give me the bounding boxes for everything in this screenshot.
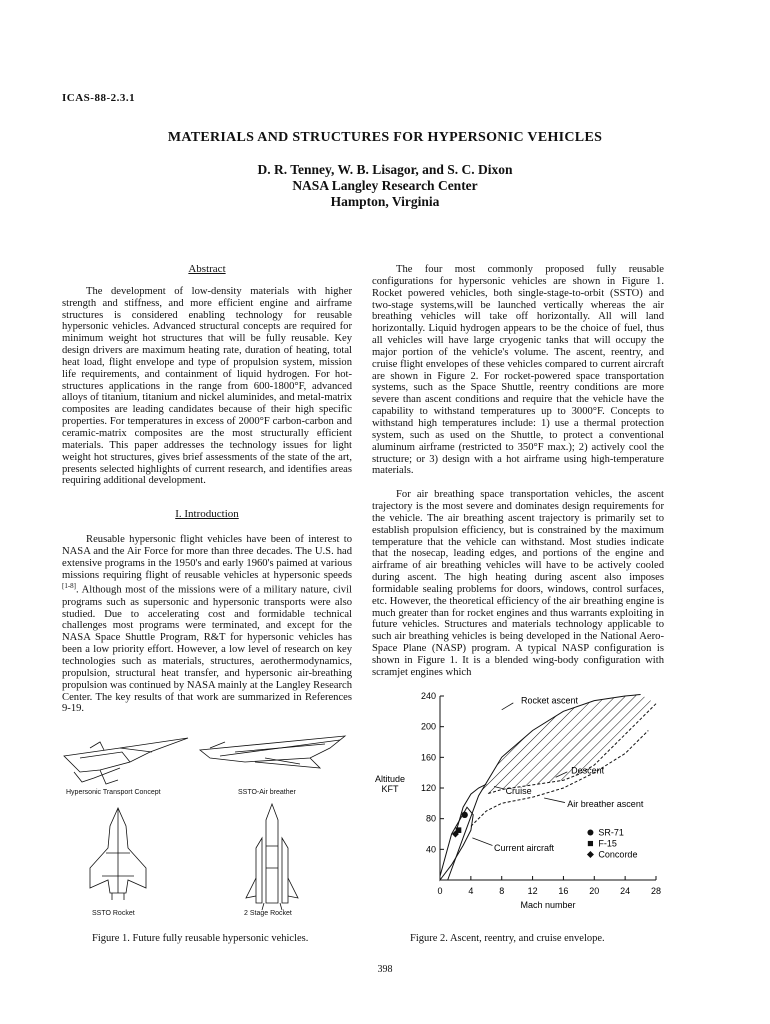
y-tick-label: 40	[425, 844, 436, 855]
ssto-rocket-drawing	[90, 808, 146, 900]
x-tick-label: 8	[499, 886, 505, 896]
y-tick-label: 120	[420, 783, 436, 793]
page-number: 398	[377, 964, 393, 975]
right-column	[372, 264, 664, 679]
x-tick-label: 28	[650, 886, 662, 896]
legend-marker-square	[588, 841, 593, 846]
figure-1-drawings	[60, 728, 360, 923]
x-tick-label: 24	[620, 886, 631, 896]
intro-text-b: . Although most of the missions were of a military nature, civil programs such as supersonic and hypersonic transports were also studied. Due to accelerating cost and formidable technical challenges most programs were terminated, and except for the NASA Space Shuttle Program, R&T for hypersonic vehicles has been a low priority effort. However, a low level of research on key technologies such as materials, structures, aerothermodynamics, propulsion, structural heat transfer, and hypersonic air-breathing propulsion was continued by NASA mainly at the Langley Research Center. The key results of that work are summarized in References 9-19.	[62, 584, 352, 715]
series-line-current-aircraft	[440, 807, 473, 880]
legend-marker-circle	[587, 830, 593, 836]
y-axis-label-line1: Altitude	[374, 773, 406, 784]
annotation-label: Descent	[571, 765, 605, 776]
intro-ref: [1-8]	[62, 582, 76, 591]
legend-label: SR-71	[598, 827, 624, 838]
y-tick-label: 80	[425, 813, 436, 824]
fig1-label-two-stage-rocket: 2 Stage Rocket	[244, 910, 292, 917]
intro-text-a: Reusable hypersonic flight vehicles have been of interest to NASA and the Air Force for more than three decades. The U.S. had extensive programs in the 1950's and early 1960's paimed at various missions requiring flight of reusable vehicles at hypersonic speeds	[62, 534, 352, 581]
two-stage-rocket-drawing	[246, 804, 298, 910]
paper-id: ICAS-88-2.3.1	[62, 92, 136, 104]
abstract-heading: Abstract	[188, 263, 226, 275]
author-affiliation: NASA Langley Research Center	[292, 178, 478, 193]
annotation-label: Air breather ascent	[567, 799, 644, 810]
figure-2-chart	[360, 684, 680, 924]
introduction-text	[62, 534, 352, 715]
legend-marker-diamond	[587, 851, 594, 858]
y-tick-label: 160	[420, 752, 436, 763]
left-column	[62, 264, 352, 715]
x-tick-label: 12	[527, 886, 538, 896]
ssto-air-breather-drawing	[200, 736, 345, 768]
fig1-label-ssto-air-breather: SSTO-Air breather	[238, 789, 296, 796]
x-tick-label: 0	[437, 886, 443, 896]
annotation-leader	[502, 703, 514, 710]
annotation-leader	[544, 798, 565, 803]
x-axis-label: Mach number	[520, 900, 576, 910]
annotation-label: Rocket ascent	[521, 695, 579, 706]
author-location: Hampton, Virginia	[330, 194, 440, 209]
x-tick-label: 20	[589, 886, 600, 896]
figure-1-caption: Figure 1. Future fully reusable hypersonic vehicles.	[92, 933, 309, 944]
figure-1	[60, 728, 360, 923]
fig1-label-ssto-rocket: SSTO Rocket	[92, 910, 135, 917]
x-tick-label: 16	[558, 886, 569, 896]
annotation-label: Cruise	[505, 786, 532, 797]
y-tick-label: 240	[420, 691, 436, 701]
x-tick-label: 4	[468, 886, 474, 896]
right-para-2: For air breathing space transportation vehicles, the ascent trajectory is the most severe and dominates design requirements for the vehicle. The air breathing ascent trajectory is primarily set to establish propulsion efficiency, but is constrained by the maximum temperature that the vehicle can withstand. Most studies indicate that the nosecap, leading edges, and portions of the engine and airframe of air breathing vehicles will have to be actively cooled during ascent. The high heating during ascent also imposes formidable sealing problems for doors, windows, control surfaces, etc. However, the theoretical efficiency of the air breathing engine is much greater than for rocket engines and thus warrants exploiting in future vehicles. Structures and materials technology applicable to such air breathing vehicles is being developed in the National Aero-Space Plane (NASP) program. A typical NASP configuration is shown in Figure 1. It is a blended wing-body configuration with scramjet engines which	[372, 489, 664, 678]
y-tick-label: 200	[420, 721, 436, 732]
legend-label: F-15	[598, 838, 617, 849]
paper-title: MATERIALS AND STRUCTURES FOR HYPERSONIC VEHICLES	[167, 130, 603, 145]
annotation-label: Current aircraft	[494, 842, 555, 853]
annotation-leader	[472, 838, 492, 846]
figure-2-caption: Figure 2. Ascent, reentry, and cruise envelope.	[410, 933, 605, 944]
legend-label: Concorde	[598, 849, 638, 860]
introduction-heading: I. Introduction	[175, 508, 239, 521]
y-axis-label-line2: KFT	[381, 783, 399, 794]
abstract-text: The development of low-density materials with higher strength and stiffness, and more efficient engine and airframe structures is considered enabling technology for reusable hypersonic vehicles. Advanced structural concepts are required for minimum weight hot structures that will be fully reusable. Key design drivers are maximum heating rate, duration of heating, total heat load, flight envelope and type of propulsion system, mission life requirements, and containment of liquid hydrogen. For hot-structures applications in the range from 600-1800°F, advanced alloys of titanium, titanium and nickel aluminides, and metal-matrix composites are leading candidates because of their high specific properties. For temperatures in excess of 2000°F carbon-carbon and ceramic-matrix composites are the most structurally efficient materials. This paper addresses the technology issues for light weight hot structures, gives brief assessments of the state of the art, presents selected highlights of current research, and identifies areas requiring additional development.	[62, 285, 352, 487]
right-para-1: The four most commonly proposed fully reusable configurations for hypersonic vehicles are shown in Figure 1. Rocket powered vehicles, both single-stage-to-orbit (SSTO) and two-stage systems,will be launched vertically whereas the air breathing vehicles will take off horizontally. All will land horizontally. Liquid hydrogen appears to be the choice of fuel, thus all vehicles will have large cryogenic tanks that will occupy the major portion of the vehicle's volume. The ascent, reentry, and cruise flight envelopes of these vehicles compared to current aircraft are shown in Figure 2. For rocket-powered space transportation systems, such as the Space Shuttle, reentry conditions are more severe than ascent conditions and require that the vehicle have the capability to withstand temperatures up to 3000°F. Concepts to withstand high temperatures include: 1) use a thermal protection system, such as used on the Shuttle, to protect a conventional aluminum airframe (restricted to 350°F max.); 2) actively cool the structure; or 3) design with a hot airframe using high-temperature materials.	[372, 264, 664, 477]
hypersonic-transport-drawing	[64, 738, 188, 784]
author-names: D. R. Tenney, W. B. Lisagor, and S. C. Dixon	[257, 162, 513, 177]
fig1-label-hypersonic-transport: Hypersonic Transport Concept	[66, 789, 161, 796]
point-sr-71	[461, 812, 467, 818]
